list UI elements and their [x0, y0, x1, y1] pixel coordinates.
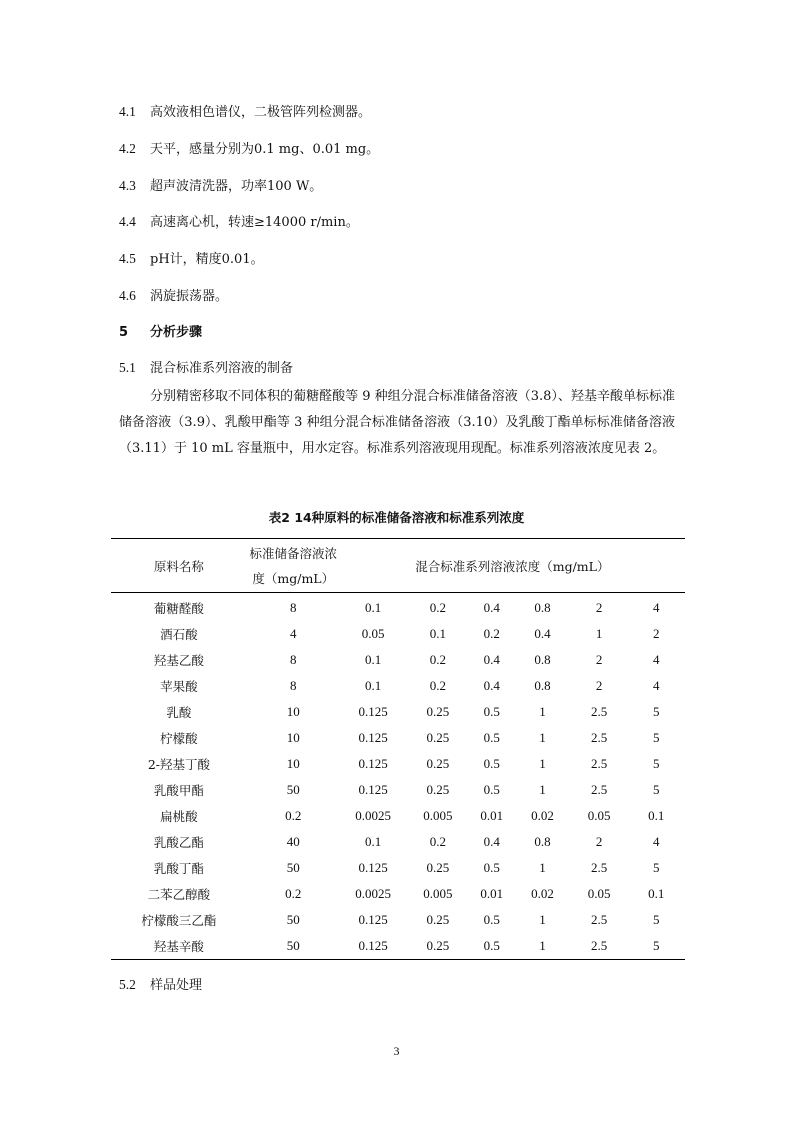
cell-concentration: 0.5 — [483, 782, 500, 797]
item-4-4 — [119, 211, 359, 230]
cell-concentration: 0.125 — [358, 860, 388, 875]
cell-stock: 50 — [286, 860, 300, 875]
item-number: 4.2 — [119, 141, 136, 156]
cell-concentration: 0.8 — [534, 834, 551, 849]
cell-concentration: 5 — [652, 912, 660, 927]
table-row — [111, 881, 685, 907]
table-row — [111, 699, 685, 725]
cell-name: 苹果酸 — [160, 679, 198, 694]
cell-concentration: 0.2 — [429, 678, 447, 693]
cell-stock: 50 — [286, 782, 300, 797]
cell-concentration: 0.25 — [426, 704, 450, 719]
section-number: 5.1 — [119, 360, 136, 375]
body-paragraph — [119, 384, 675, 462]
cell-concentration: 0.25 — [426, 938, 450, 953]
section-number: 5 — [119, 325, 129, 340]
table-row — [111, 673, 685, 699]
cell-stock: 10 — [286, 730, 300, 745]
cell-concentration: 0.02 — [531, 886, 554, 901]
header-stock-line2: 度（mg/mL） — [252, 570, 335, 586]
item-number: 4.3 — [119, 178, 136, 193]
item-4-2 — [119, 138, 379, 157]
page-number: 3 — [393, 1044, 400, 1058]
cell-concentration: 0.25 — [426, 860, 450, 875]
cell-concentration: 1 — [539, 730, 546, 745]
item-4-3 — [119, 175, 322, 194]
cell-name: 二苯乙醇酸 — [147, 887, 211, 902]
cell-concentration: 0.1 — [429, 626, 447, 641]
cell-concentration: 0.05 — [587, 886, 611, 901]
table-body — [111, 593, 685, 960]
paragraph-text: 分别精密移取不同体积的葡糖醛酸等 9 种组分混合标准储备溶液（3.8）、羟基辛酸单标标准储备溶液（3.9）、乳酸甲酯等 3 种组分混合标准储备溶液（3.10）及乳酸丁酯单标标准储备溶液（3.11）于 10 mL 容量瓶中，用水定容。标准系列溶液现用现配。标准系列溶液浓度见表 2。 — [119, 389, 675, 456]
section-number: 5.2 — [119, 977, 136, 992]
cell-concentration: 4 — [652, 652, 660, 667]
cell-name: 柠檬酸 — [160, 731, 198, 746]
concentration-table — [111, 538, 685, 960]
cell-concentration: 0.4 — [483, 834, 500, 849]
cell-stock: 0.2 — [285, 808, 302, 823]
table-row — [111, 907, 685, 933]
cell-concentration: 5 — [652, 860, 660, 875]
cell-concentration: 2 — [595, 678, 603, 693]
table-row — [111, 803, 685, 829]
cell-name: 羟基乙酸 — [153, 653, 204, 668]
cell-concentration: 2 — [652, 626, 660, 641]
cell-stock: 10 — [286, 756, 300, 771]
item-number: 4.6 — [119, 288, 136, 303]
cell-concentration: 0.05 — [587, 808, 611, 823]
cell-concentration: 0.8 — [534, 600, 551, 615]
cell-concentration: 1 — [539, 704, 546, 719]
item-4-5 — [119, 248, 264, 267]
cell-concentration: 0.4 — [483, 652, 500, 667]
cell-concentration: 0.5 — [483, 860, 500, 875]
cell-concentration: 4 — [652, 678, 660, 693]
cell-concentration: 0.1 — [648, 808, 665, 823]
cell-concentration: 0.125 — [358, 704, 388, 719]
cell-name: 酒石酸 — [160, 627, 198, 642]
item-text: 天平，感量分别为0.1 mg、0.01 mg。 — [150, 142, 380, 157]
cell-concentration: 5 — [652, 704, 660, 719]
cell-name: 扁桃酸 — [160, 809, 198, 824]
cell-stock: 8 — [290, 652, 297, 667]
cell-concentration: 0.5 — [483, 730, 500, 745]
table-caption: 表2 14种原料的标准储备溶液和标准系列浓度 — [268, 510, 525, 525]
cell-concentration: 0.125 — [358, 756, 388, 771]
header-stock — [247, 539, 340, 593]
cell-stock: 50 — [286, 938, 300, 953]
item-text: 超声波清洗器，功率100 W。 — [150, 179, 323, 194]
cell-concentration: 0.25 — [426, 730, 450, 745]
section-5-heading — [119, 321, 202, 340]
cell-concentration: 0.125 — [358, 938, 388, 953]
cell-concentration: 2.5 — [590, 912, 608, 927]
cell-concentration: 1 — [539, 782, 546, 797]
item-text: 涡旋振荡器。 — [150, 289, 229, 304]
cell-name: 2-羟基丁酸 — [147, 757, 210, 772]
cell-concentration: 0.25 — [426, 782, 450, 797]
cell-concentration: 0.2 — [483, 626, 500, 641]
cell-concentration: 2.5 — [590, 782, 608, 797]
cell-concentration: 1 — [539, 938, 546, 953]
cell-concentration: 0.005 — [423, 808, 453, 823]
section-title: 混合标准系列溶液的制备 — [150, 361, 294, 376]
cell-concentration: 0.0025 — [355, 886, 392, 901]
item-4-1 — [119, 101, 371, 120]
cell-concentration: 0.2 — [429, 834, 447, 849]
section-5-2-heading — [119, 974, 202, 993]
table-row — [111, 933, 685, 960]
cell-concentration: 0.1 — [365, 678, 382, 693]
cell-concentration: 2 — [595, 600, 603, 615]
header-series: 混合标准系列溶液浓度（mg/mL） — [340, 539, 685, 593]
cell-name: 柠檬酸三乙酯 — [141, 913, 217, 928]
cell-concentration: 0.4 — [483, 678, 500, 693]
header-stock-line1: 标准储备溶液浓 — [249, 545, 338, 561]
table-row — [111, 855, 685, 881]
cell-concentration: 0.1 — [648, 886, 665, 901]
cell-concentration: 0.05 — [361, 626, 385, 641]
cell-stock: 40 — [286, 834, 300, 849]
cell-concentration: 2.5 — [590, 704, 608, 719]
cell-stock: 0.2 — [285, 886, 302, 901]
cell-concentration: 0.5 — [483, 938, 500, 953]
cell-concentration: 0.125 — [358, 730, 388, 745]
section-5-1-heading — [119, 357, 293, 376]
item-4-6 — [119, 285, 228, 304]
cell-concentration: 1 — [539, 860, 546, 875]
cell-concentration: 0.8 — [534, 652, 551, 667]
cell-name: 乳酸 — [166, 705, 192, 720]
cell-concentration: 2.5 — [590, 756, 608, 771]
cell-concentration: 0.4 — [483, 600, 500, 615]
table-row — [111, 829, 685, 855]
item-number: 4.1 — [119, 104, 136, 119]
cell-concentration: 4 — [652, 600, 660, 615]
cell-name: 葡糖醛酸 — [153, 601, 204, 616]
table-header-row — [111, 539, 685, 593]
cell-name: 羟基辛酸 — [153, 939, 204, 954]
item-text: 高效液相色谱仪，二极管阵列检测器。 — [150, 105, 372, 120]
header-name: 原料名称 — [111, 539, 247, 593]
cell-concentration: 0.02 — [531, 808, 554, 823]
cell-stock: 10 — [286, 704, 300, 719]
cell-concentration: 1 — [539, 756, 546, 771]
table-row — [111, 725, 685, 751]
cell-concentration: 0.25 — [426, 756, 450, 771]
cell-concentration: 0.5 — [483, 912, 500, 927]
item-number: 4.4 — [119, 214, 136, 229]
cell-concentration: 2.5 — [590, 938, 608, 953]
cell-concentration: 0.2 — [429, 600, 447, 615]
cell-stock: 8 — [290, 678, 297, 693]
section-title: 分析步骤 — [150, 325, 203, 340]
cell-concentration: 0.5 — [483, 704, 500, 719]
cell-concentration: 5 — [652, 782, 660, 797]
cell-concentration: 0.5 — [483, 756, 500, 771]
cell-concentration: 0.8 — [534, 678, 551, 693]
cell-stock: 50 — [286, 912, 300, 927]
cell-concentration: 0.4 — [534, 626, 551, 641]
cell-name: 乳酸丁酯 — [153, 861, 204, 876]
item-text: 高速离心机，转速≥14000 r/min。 — [150, 215, 359, 230]
cell-concentration: 2.5 — [590, 730, 608, 745]
cell-name: 乳酸乙酯 — [153, 835, 204, 850]
table-row — [111, 777, 685, 803]
cell-concentration: 5 — [652, 730, 660, 745]
cell-concentration: 0.01 — [480, 886, 504, 901]
cell-concentration: 0.1 — [365, 834, 382, 849]
cell-concentration: 5 — [652, 756, 660, 771]
cell-concentration: 0.125 — [358, 782, 388, 797]
cell-concentration: 5 — [652, 938, 660, 953]
cell-concentration: 0.25 — [426, 912, 450, 927]
table-row — [111, 751, 685, 777]
cell-concentration: 0.1 — [365, 600, 382, 615]
item-text: pH计，精度0.01。 — [150, 252, 264, 267]
cell-concentration: 1 — [595, 626, 603, 641]
cell-concentration: 0.005 — [423, 886, 453, 901]
table-row — [111, 593, 685, 622]
cell-concentration: 4 — [652, 834, 660, 849]
cell-stock: 8 — [290, 600, 297, 615]
cell-concentration: 0.01 — [480, 808, 504, 823]
cell-concentration: 0.125 — [358, 912, 388, 927]
cell-name: 乳酸甲酯 — [153, 783, 204, 798]
table-row — [111, 621, 685, 647]
table-row — [111, 647, 685, 673]
item-number: 4.5 — [119, 251, 136, 266]
cell-concentration: 0.2 — [429, 652, 447, 667]
cell-concentration: 0.0025 — [355, 808, 392, 823]
cell-stock: 4 — [290, 626, 297, 641]
cell-concentration: 0.1 — [365, 652, 382, 667]
cell-concentration: 2 — [595, 652, 603, 667]
cell-concentration: 1 — [539, 912, 546, 927]
cell-concentration: 2.5 — [590, 860, 608, 875]
cell-concentration: 2 — [595, 834, 603, 849]
section-title: 样品处理 — [150, 978, 203, 993]
